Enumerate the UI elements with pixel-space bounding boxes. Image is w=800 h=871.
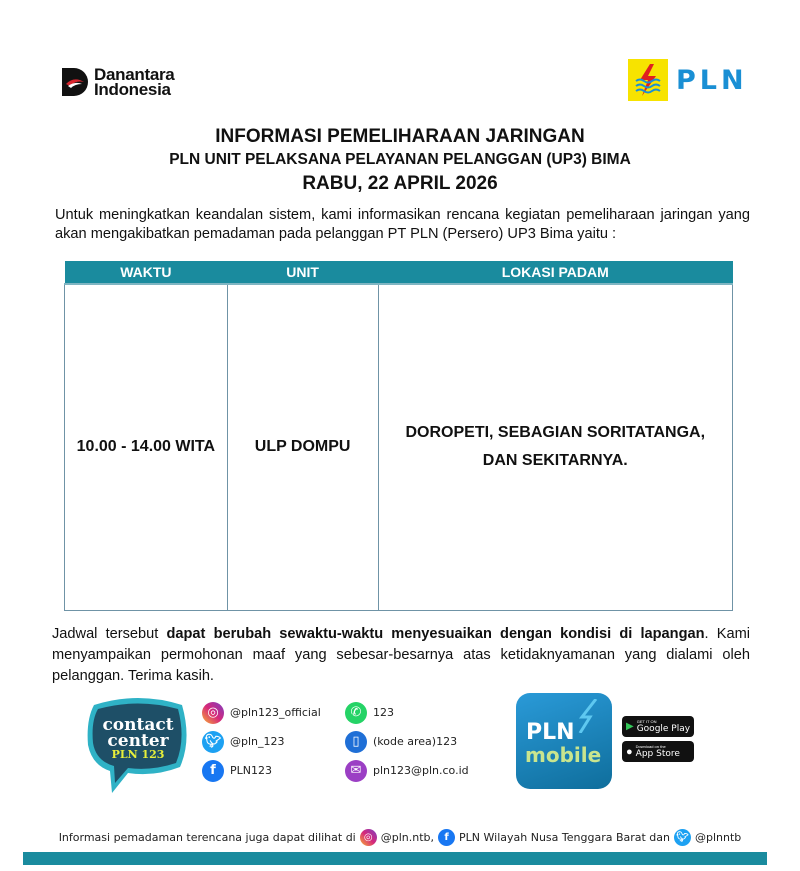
social-facebook[interactable] bbox=[202, 756, 321, 785]
lokasi-line2: DAN SEKITARNYA. bbox=[482, 452, 628, 470]
danantara-line1: Danantara bbox=[94, 65, 175, 84]
facebook-icon: f bbox=[438, 829, 455, 846]
lokasi-line1: DOROPETI, SEBAGIAN SORITATANGA, bbox=[405, 424, 706, 442]
pln-logo bbox=[628, 59, 748, 101]
disclaimer-paragraph bbox=[52, 624, 750, 687]
footer-text: Informasi pemadaman terencana juga dapat dilihat di bbox=[58, 831, 356, 844]
apple-icon: ● bbox=[626, 745, 633, 758]
pln-mobile-app-icon[interactable] bbox=[516, 693, 612, 789]
app-store-big: App Store bbox=[635, 749, 680, 759]
page-date: RABU, 22 APRIL 2026 bbox=[302, 173, 498, 194]
cell-waktu: 10.00 - 14.00 WITA bbox=[65, 284, 228, 610]
contact-phone[interactable] bbox=[345, 727, 469, 756]
email-icon: ✉ bbox=[345, 760, 367, 782]
instagram-icon: ◎ bbox=[202, 702, 224, 724]
twitter-icon: 🐦︎ bbox=[202, 731, 224, 753]
footer-twitter[interactable]: @plnntb bbox=[695, 831, 742, 844]
footer-info bbox=[0, 829, 800, 846]
footer-facebook[interactable]: PLN Wilayah Nusa Tenggara Barat dan bbox=[459, 831, 671, 844]
email-address: pln123@pln.co.id bbox=[373, 764, 469, 777]
page-title: INFORMASI PEMELIHARAAN JARINGAN bbox=[215, 126, 585, 147]
facebook-handle: PLN123 bbox=[230, 764, 272, 777]
app-line1: PLN bbox=[526, 720, 575, 745]
footer-instagram[interactable]: @pln.ntb, bbox=[380, 831, 435, 844]
note-prefix: Jadwal tersebut bbox=[52, 626, 167, 642]
whatsapp-icon: ✆ bbox=[345, 702, 367, 724]
header-unit: UNIT bbox=[227, 261, 378, 284]
pln-lightning-icon bbox=[628, 59, 668, 101]
social-twitter[interactable] bbox=[202, 727, 321, 756]
contact-email[interactable] bbox=[345, 756, 469, 785]
contact-whatsapp[interactable] bbox=[345, 698, 469, 727]
danantara-mark-icon bbox=[60, 66, 90, 98]
social-instagram[interactable] bbox=[202, 698, 321, 727]
phone-number: (kode area)123 bbox=[373, 735, 458, 748]
twitter-handle: @pln_123 bbox=[230, 735, 285, 748]
google-play-big: Google Play bbox=[636, 724, 691, 734]
app-store-badge[interactable] bbox=[622, 741, 694, 762]
schedule-table bbox=[64, 261, 733, 611]
note-bold: dapat berubah sewaktu-waktu menyesuaikan dengan kondisi di lapangan bbox=[166, 626, 705, 642]
app-line2: mobile bbox=[525, 743, 602, 767]
facebook-icon: f bbox=[202, 760, 224, 782]
phone-icon: ▯ bbox=[345, 731, 367, 753]
google-play-small: GET IT ON bbox=[636, 719, 657, 724]
contact-center-logo bbox=[84, 695, 192, 795]
google-play-icon: ▶ bbox=[626, 721, 634, 732]
whatsapp-number: 123 bbox=[373, 706, 394, 719]
note-suffix: . Kami menyampaikan permohonan maaf yang sebesar-besarnya atas ketidaknyamanan yang dialami oleh pelanggan. Terima kasih. bbox=[52, 626, 750, 684]
cc-line2: center bbox=[107, 731, 169, 751]
table-row bbox=[65, 284, 733, 610]
danantara-logo bbox=[60, 66, 174, 98]
header-lokasi: LOKASI PADAM bbox=[378, 261, 732, 284]
twitter-icon: 🐦︎ bbox=[674, 829, 691, 846]
danantara-line2: Indonesia bbox=[94, 80, 171, 99]
header-waktu: WAKTU bbox=[65, 261, 228, 284]
cc-line3: PLN 123 bbox=[111, 748, 165, 761]
pln-logo-text: PLN bbox=[676, 64, 748, 96]
instagram-handle: @pln123_official bbox=[230, 706, 321, 719]
cell-lokasi bbox=[378, 284, 732, 610]
google-play-badge[interactable] bbox=[622, 716, 694, 737]
contact-list bbox=[345, 698, 469, 785]
lightning-icon bbox=[574, 699, 604, 733]
intro-paragraph: Untuk meningkatkan keandalan sistem, kami informasikan rencana kegiatan pemeliharaan jaringan yang akan mengakibatkan pemadaman pada pelanggan PT PLN (Persero) UP3 Bima yaitu : bbox=[55, 207, 750, 242]
footer-bar bbox=[23, 852, 767, 865]
instagram-icon: ◎ bbox=[360, 829, 377, 846]
app-store-small: Download on the bbox=[635, 744, 666, 749]
cc-line1: contact bbox=[102, 715, 174, 735]
cell-unit: ULP DOMPU bbox=[227, 284, 378, 610]
page-subtitle: PLN UNIT PELAKSANA PELAYANAN PELANGGAN (UP3) BIMA bbox=[169, 151, 631, 168]
social-list bbox=[202, 698, 321, 785]
